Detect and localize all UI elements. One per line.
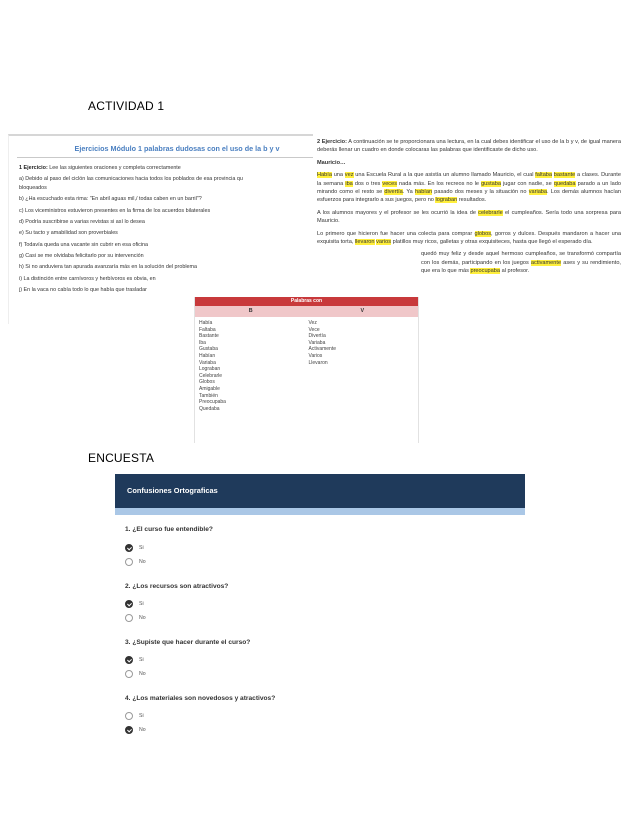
question-item: j) En la vaca no cabía todo lo que había que trasladar: [19, 287, 147, 294]
story-text: pasado dos meses y la situación no: [432, 188, 529, 195]
word-cell: Lograban: [199, 366, 221, 373]
option-label: Si: [139, 545, 144, 551]
option-label: No: [139, 559, 146, 565]
story-text: Lo primero que hicieron fue hacer una colecta para comprar: [317, 230, 475, 237]
survey-form: [115, 474, 525, 774]
story-text: ases y su rendimiento, que era lo que más: [421, 259, 621, 275]
radio-button[interactable]: [125, 614, 133, 622]
survey-option[interactable]: [125, 600, 144, 608]
word-cell: Preocupaba: [199, 399, 226, 406]
radio-button[interactable]: [125, 670, 133, 678]
story-text: compartía con los demás, participando en los juegos: [421, 251, 621, 266]
option-label: Si: [139, 657, 144, 663]
story-paragraph-3: [317, 230, 621, 247]
radio-button[interactable]: [125, 726, 133, 734]
story-text: platillos muy ricos, galletas y otras exquisiteces, hasta que llegó el esperado día.: [391, 238, 593, 245]
word-cell: Había: [199, 320, 213, 326]
option-label: No: [139, 727, 146, 733]
question-item: bloqueados: [19, 184, 47, 191]
exercise-1-title: Ejercicios Módulo 1 palabras dudosas con el uso de la b y v: [74, 144, 280, 153]
story-paragraph-1: [317, 171, 621, 205]
radio-button[interactable]: [125, 544, 133, 552]
question-item: g) Casi se me olvidaba felicitarlo por su intervención: [19, 253, 144, 259]
word-cell: Varios: [308, 352, 323, 359]
highlighted-word: iba: [345, 180, 353, 187]
column-b-words: [199, 320, 309, 412]
exercise-1-body: [9, 158, 345, 295]
survey-question: 1. ¿El curso fue entendible?: [125, 526, 213, 533]
survey-option[interactable]: [125, 558, 146, 566]
word-cell: Habían: [199, 352, 216, 359]
survey-option[interactable]: [125, 670, 146, 678]
story-title: Mauricio…: [317, 159, 346, 166]
story-text: una Escuela Rural a la que asistía un alumno llamado Mauricio, el cual: [353, 172, 536, 179]
word-table-title: Palabras con: [195, 297, 418, 306]
word-table: [194, 297, 419, 443]
word-cell: Quedaba: [199, 405, 220, 412]
radio-button[interactable]: [125, 558, 133, 566]
radio-button[interactable]: [125, 656, 133, 664]
word-cell: Amigable: [199, 385, 220, 392]
survey-question: 3. ¿Supiste que hacer durante el curso?: [125, 639, 251, 646]
question-item: f) Todavía queda una vacante sin cubrir en esa oficina: [19, 241, 149, 248]
option-label: Si: [139, 601, 144, 607]
story-text: al profesor.: [500, 268, 530, 275]
highlighted-word: variaba: [528, 188, 548, 195]
highlighted-word: llevaron: [354, 238, 375, 245]
story-text: el cumpleaños. Sería todo una sorpresa para Mauricio.: [317, 209, 621, 225]
story-text: a clases. Durante la semana: [317, 172, 621, 187]
story-text: parado a un lado mirando como el resto se: [317, 180, 621, 195]
word-table-header: [195, 306, 418, 317]
highlighted-word: globos: [474, 230, 492, 237]
question-item: a) Debido al paso del ciclón las comunicaciones hacia todos los poblados de esa provincia qu: [19, 176, 243, 183]
highlighted-word: celebrarle: [478, 209, 503, 216]
survey-heading: ENCUESTA: [88, 451, 155, 465]
highlighted-word: habían: [414, 188, 433, 195]
option-label: No: [139, 615, 146, 621]
question-item: h) Si no anduviera tan apurada avanzaría más en la solución del problema: [19, 264, 198, 271]
highlighted-word: Había: [317, 172, 332, 179]
story-text: una: [331, 172, 345, 179]
exercise-2-body: [313, 134, 625, 275]
radio-button[interactable]: [125, 712, 133, 720]
story-text: . Los demás alumnos hacían esfuerzos para integrarlo a sus juegos, pero no: [317, 188, 621, 204]
exercise-2-label: 2 Ejercicio:: [317, 139, 347, 145]
story-text: dos o tres: [352, 180, 383, 187]
word-cell: Divertía: [308, 333, 326, 340]
survey-option[interactable]: [125, 614, 146, 622]
survey-option[interactable]: [125, 656, 144, 664]
highlighted-word: activamente: [530, 259, 562, 266]
survey-question: 4. ¿Los materiales son novedosos y atractivos?: [125, 695, 276, 702]
story-text: jugar con nadie, se: [500, 180, 554, 187]
highlighted-word: bastante: [553, 172, 576, 179]
word-cell: Bastante: [199, 333, 219, 340]
survey-option[interactable]: [125, 544, 144, 552]
word-cell: Activamente: [308, 346, 337, 353]
exercise-1-label: 1 Ejercicio:: [19, 165, 48, 171]
question-item: e) Su tacto y amabilidad son proverbiales: [19, 230, 118, 237]
story-text: nada más. En los recreos no le: [397, 180, 482, 187]
word-cell: Faltaba: [199, 326, 216, 333]
exercise-2-text: A continuación se te proporcionara una lectura, en la cual debes identificar el uso de la b y v, de igual manera deberás llenar un cuadro en donde colocaras las palabras que identificaste de dicho uso.: [317, 139, 621, 154]
word-cell: Variaba: [308, 339, 326, 346]
word-cell: Gustaba: [199, 346, 218, 353]
story-text: quedó muy feliz y desde aquel hermoso cumpleaños, se transformó: [421, 251, 594, 258]
highlighted-word: lograban: [435, 197, 458, 204]
highlighted-word: varios: [376, 238, 392, 245]
highlighted-word: veces: [382, 180, 398, 187]
survey-accent-strip: [115, 508, 525, 515]
survey-option[interactable]: [125, 726, 146, 734]
word-cell: Vez: [308, 320, 317, 326]
column-v-header: V: [360, 308, 365, 314]
question-item: c) Los viceministros estuvieron presentes en la firma de los acuerdos bilaterales: [19, 207, 211, 214]
word-table-body: [195, 317, 418, 412]
exercise-1-instruction: [19, 164, 337, 172]
survey-option[interactable]: [125, 712, 144, 720]
highlighted-word: gustaba: [481, 180, 501, 187]
word-cell: Celebrarle: [199, 372, 223, 379]
survey-question: 2. ¿Los recursos son atractivos?: [125, 583, 229, 590]
highlighted-word: preocupaba: [470, 268, 501, 275]
word-cell: Iba: [199, 339, 206, 346]
column-b-header: B: [248, 308, 253, 314]
question-item: b) ¿Ha escuchado esta rima: "En abril aguas mil,/ todas caben en un barril"?: [19, 196, 202, 203]
radio-button[interactable]: [125, 600, 133, 608]
story-text: , gorros y dulces. Después mandaron a hacer una exquisita torta,: [317, 230, 621, 245]
highlighted-word: vez: [344, 172, 354, 179]
story-text: A los alumnos mayores y el profesor se les ocurrió la idea de: [317, 209, 479, 216]
highlighted-word: faltaba: [535, 172, 553, 179]
exercise-2-instruction: [317, 138, 621, 155]
story-paragraph-4: [317, 250, 621, 275]
word-cell: También: [199, 392, 218, 399]
story-text: resultados.: [457, 197, 487, 204]
exercise-1-panel: [8, 134, 345, 324]
word-cell: Globos: [199, 379, 215, 386]
highlighted-word: quedaba: [553, 180, 576, 187]
highlighted-word: divertía: [384, 188, 403, 195]
option-label: Si: [139, 713, 144, 719]
exercise-1-text: Lee las siguientes oraciones y completa correctamente: [49, 165, 181, 171]
word-cell: Variaba: [199, 359, 216, 366]
story-paragraph-2: [317, 209, 621, 226]
word-cell: Llevaron: [308, 359, 328, 366]
question-item: i) La distinción entre carnívoros y herbívoros es obvia, en: [19, 275, 156, 282]
activity-heading: ACTIVIDAD 1: [88, 99, 165, 113]
option-label: No: [139, 671, 146, 677]
column-v-words: [309, 320, 419, 412]
exercise-2-panel: [313, 134, 625, 324]
word-cell: Vece: [308, 326, 320, 333]
survey-header: Confusiones Ortograficas: [115, 474, 525, 508]
story-text: . Ya: [402, 188, 415, 195]
question-item: d) Podría suscribirse a varias revistas si así lo desea: [19, 218, 145, 225]
